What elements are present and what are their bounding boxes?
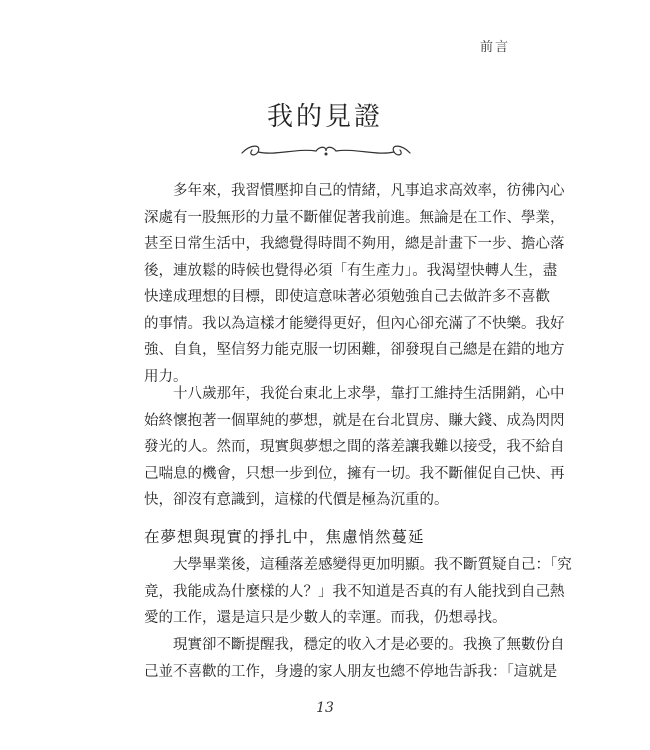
paragraph-3 — [144, 552, 572, 632]
text-line: 己喘息的機會，只想一步到位，擁有一切。我不斷催促自己快、再 — [144, 465, 565, 482]
text-line: 十八歲那年，我從台東北上求學，靠打工維持生活開銷，心中 — [173, 386, 565, 402]
chapter-title: 我的見證 — [266, 102, 383, 132]
page-number: 13 — [316, 700, 334, 716]
text-line: 多年來，我習慣壓抑自己的情緒，凡事追求高效率，彷彿內心 — [173, 183, 565, 199]
text-line: 愛的工作，還是這只是少數人的幸運。而我，仍想尋找。 — [144, 610, 507, 626]
text-line: 始終懷抱著一個單純的夢想，就是在台北買房、賺大錢、成為閃閃 — [144, 412, 565, 429]
text-line: 深處有一股無形的力量不斷催促著我前進。無論是在工作、學業， — [144, 209, 565, 226]
text-line: 用力。 — [144, 368, 188, 385]
text-line: 的事情。我以為這樣才能變得更好，但內心卻充滿了不快樂。我好 — [144, 315, 565, 332]
text-line: 後，連放鬆的時候也覺得必須「有生產力」。我渴望快轉人生，盡 — [144, 262, 558, 279]
paragraph-2 — [144, 381, 565, 514]
text-line: 現實卻不斷提醒我，穩定的收入才是必要的。我換了無數份自 — [173, 637, 565, 653]
text-line: 大學畢業後，這種落差感變得更加明顯。我不斷質疑自己：「究 — [173, 557, 572, 573]
text-line: 發光的人。然而，現實與夢想之間的落差讓我難以接受，我不給自 — [144, 439, 565, 455]
text-line: 甚至日常生活中，我總覺得時間不夠用，總是計畫下一步、擔心落 — [144, 236, 565, 252]
paragraph-4 — [144, 632, 565, 685]
running-head: 前言 — [479, 40, 510, 55]
flourish-divider-icon — [236, 142, 416, 160]
section-heading: 在夢想與現實的掙扎中，焦慮悄然蔓延 — [144, 528, 425, 546]
text-line: 快達成理想的目標，即使這意味著必須勉強自己去做許多不喜歡 — [144, 289, 550, 305]
text-line: 己並不喜歡的工作，身邊的家人朋友也總不停地告訴我：「這就是 — [144, 663, 558, 680]
paragraph-1 — [144, 178, 565, 390]
text-line: 快，卻沒有意識到，這樣的代價是極為沉重的。 — [144, 492, 449, 508]
text-line: 強、自負，堅信努力能克服一切困難，卻發現自己總是在錯的地方 — [144, 342, 565, 358]
text-line: 竟，我能成為什麼樣的人？」我不知道是否真的有人能找到自己熱 — [144, 583, 565, 600]
